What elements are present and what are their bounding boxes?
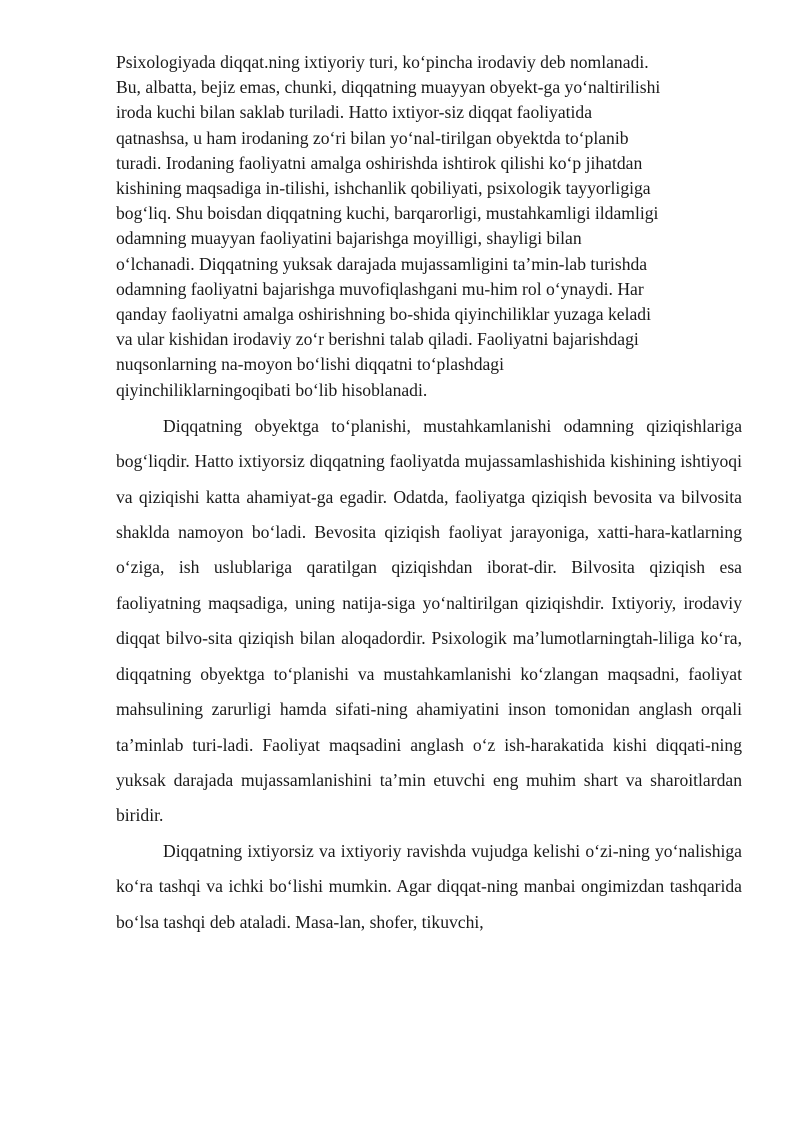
paragraph-1-line: qatnashsa, u ham irodaning zoʻri bilan yoʻnal-tirilgan obyektda toʻplanib	[116, 127, 629, 148]
paragraph-1-line: Psixologiyada diqqat.ning ixtiyoriy turi, koʻpincha irodaviy deb nomlanadi.	[116, 52, 649, 72]
paragraph-3: Diqqatning ixtiyorsiz va ixtiyoriy ravishda vujudga kelishi oʻzi-ning yoʻnalishiga koʻra tashqi va ichki boʻlishi mumkin. Agar diqqat-ning manbai ongimizdan tashqarida boʻlsa tashqi deb ataladi. Masa-lan, shofer, tikuvchi,	[116, 840, 742, 932]
paragraph-1-line: oʻlchanadi. Diqqatning yuksak darajada mujassamligini taʼmin-lab turishda	[116, 253, 648, 274]
paragraph-1	[116, 50, 742, 403]
document-page	[116, 50, 742, 940]
paragraph-1-line: qanday faoliyatni amalga oshirishning bo-shida qiyinchiliklar yuzaga keladi	[116, 304, 651, 325]
paragraph-1-line: va ular kishidan irodaviy zoʻr berishni talab qiladi. Faoliyatni bajarishdagi	[116, 329, 639, 350]
paragraph-1-line: Bu, albatta, bejiz emas, chunki, diqqatning muayyan obyekt-ga yoʻnaltirilishi	[116, 77, 661, 98]
paragraph-1-line: turadi. Irodaning faoliyatni amalga oshirishda ishtirok qilishi koʻp jihatdan	[116, 152, 643, 173]
paragraph-1-line: bogʻliq. Shu boisdan diqqatning kuchi, barqarorligi, mustahkamligi ildamligi	[116, 203, 659, 224]
paragraph-2: Diqqatning obyektga toʻplanishi, mustahkamlanishi odamning qiziqishlariga bogʻliqdir. Hatto ixtiyorsiz diqqatning faoliyatda mujassamlashishida kishining ishtiyoqi va qiziqishi katta ahamiyat-ga egadir. Odatda, faoliyatga qiziqish bevosita va bilvosita shaklda namoyon boʻladi. Bevosita qiziqish faoliyat jarayoniga, xatti-hara-katlarning oʻziga, ish uslublariga qaratilgan qiziqishdan iborat-dir. Bilvosita qiziqish esa faoliyatning maqsadiga, uning natija-siga yoʻnaltirilgan qiziqishdir. Ixtiyoriy, irodaviy diqqat bilvo-sita qiziqish bilan aloqadordir. Psixologik maʼlumotlarningtah-liliga koʻra, diqqatning obyektga toʻplanishi va mustahkamlanishi koʻzlangan maqsadni, faoliyat mahsulining zarurligi hamda sifati-ning ahamiyatini inson tomonidan anglash orqali taʼminlab turi-ladi. Faoliyat maqsadini anglash oʻz ish-harakatida kishi diqqati-ning yuksak darajada mujassamlanishini taʼmin etuvchi eng muhim shart va sharoitlardan biridir.	[116, 415, 742, 826]
paragraph-1-line: odamning muayyan faoliyatini bajarishga moyilligi, shayligi bilan	[116, 228, 582, 249]
paragraph-1-line: nuqsonlarning na-moyon boʻlishi diqqatni toʻplashdagi	[116, 354, 504, 375]
paragraph-1-line: iroda kuchi bilan saklab turiladi. Hatto ixtiyor-siz diqqat faoliyatida	[116, 102, 593, 123]
paragraph-1-line: qiyinchiliklarningoqibati boʻlib hisoblanadi.	[116, 379, 428, 400]
paragraph-1-line: odamning faoliyatni bajarishga muvofiqlashgani mu-him rol oʻynaydi. Har	[116, 278, 644, 299]
paragraph-1-line: kishining maqsadiga in-tilishi, ishchanlik qobiliyati, psixologik tayyorligiga	[116, 178, 651, 199]
